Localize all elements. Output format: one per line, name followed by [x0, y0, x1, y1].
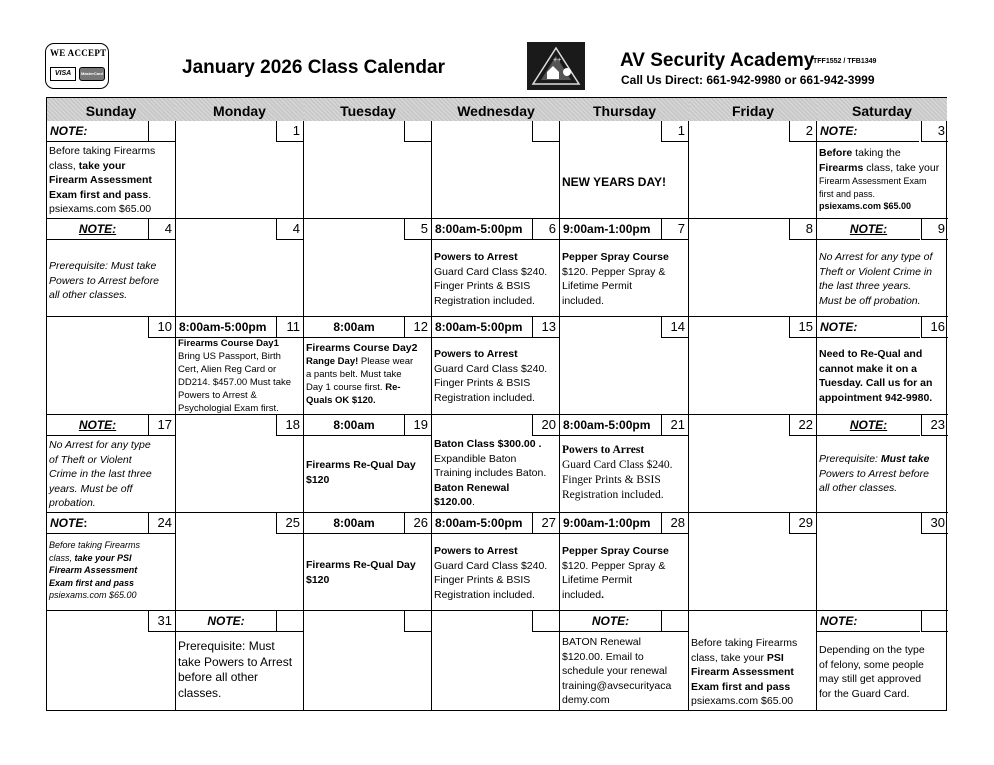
day-cell[interactable]: [560, 317, 689, 415]
class-description: Firearms Re-Qual Day $120: [306, 559, 416, 586]
class-time: 8:00am: [304, 317, 404, 338]
note-label: NOTE:: [817, 415, 920, 436]
day-cell[interactable]: [47, 219, 176, 317]
day-number: 3: [921, 121, 948, 142]
day-number: 31: [148, 611, 175, 632]
day-cell[interactable]: [817, 317, 948, 415]
mastercard-icon: MasterCard: [79, 67, 105, 81]
class-time: 8:00am-5:00pm: [176, 317, 276, 338]
license-numbers: TFF1552 / TFB1349: [813, 58, 877, 65]
we-accept-label: WE ACCEPT: [50, 48, 107, 58]
day-number: 14: [661, 317, 688, 338]
day-cell[interactable]: [560, 611, 689, 710]
day-number: 15: [789, 317, 816, 338]
email-link[interactable]: training@avsecurityaca: [562, 679, 672, 692]
note-text: Before taking Firearms class, take your PSI Firearm Assessment Exam first and pass psiexams.com $65.00: [691, 637, 798, 707]
day-number-box: [404, 611, 431, 632]
class-time: 8:00am: [304, 513, 404, 534]
class-description: Powers to Arrest Guard Card Class $240. Finger Prints & BSIS Registration included.: [434, 348, 548, 404]
day-cell[interactable]: [689, 121, 817, 219]
class-time: 9:00am-1:00pm: [560, 219, 661, 240]
day-number-box: [148, 121, 175, 142]
day-number: 4: [276, 219, 303, 240]
day-cell[interactable]: [304, 317, 432, 415]
day-header-thursday: Thursday: [560, 98, 689, 121]
day-number: 10: [148, 317, 175, 338]
day-cell[interactable]: [176, 513, 304, 611]
day-cell[interactable]: [304, 121, 432, 219]
day-cell[interactable]: [560, 219, 689, 317]
day-cell[interactable]: [432, 317, 560, 415]
day-header-sunday: Sunday: [47, 98, 175, 121]
day-cell[interactable]: [432, 611, 560, 710]
day-cell[interactable]: [47, 121, 176, 219]
note-text: Before taking Firearms class, take your Firearm Assessment Exam first and pass. psiexams.com $65.00: [49, 145, 156, 215]
class-description: Firearms Course Day1 Bring US Passport, Birth Cert, Alien Reg Card or DD214. $457.00 Must take Powers to Arrest & Psychologial Exam first.: [178, 338, 292, 414]
day-number: 5: [404, 219, 431, 240]
visa-card-icon: VISA: [50, 67, 76, 81]
day-number: 13: [532, 317, 559, 338]
note-label: NOTE:: [47, 219, 148, 240]
day-number: 6: [532, 219, 559, 240]
holiday-label: NEW YEARS DAY!: [562, 175, 667, 189]
day-cell[interactable]: [689, 317, 817, 415]
note-text: Before taking the Firearms class, take your Firearm Assessment Exam first and pass. psiexams.com $65.00: [819, 147, 940, 211]
day-number: 21: [661, 415, 688, 436]
day-number: 20: [532, 415, 559, 436]
day-cell[interactable]: [689, 219, 817, 317]
class-time: 8:00am-5:00pm: [432, 317, 532, 338]
day-number: 1: [276, 121, 303, 142]
day-header-tuesday: Tuesday: [304, 98, 432, 121]
day-header-wednesday: Wednesday: [432, 98, 560, 121]
day-cell[interactable]: [689, 415, 817, 513]
class-description: Baton Class $300.00 . Expandible Baton Training includes Baton. Baton Renewal $120.00.: [434, 438, 547, 508]
note-text: Before taking Firearms class, take your PSI Firearm Assessment Exam first and pass psiexams.com $65.00: [49, 540, 141, 600]
day-cell[interactable]: [47, 611, 176, 710]
class-description: Powers to Arrest Guard Card Class $240. Finger Prints & BSIS Registration included.: [434, 545, 548, 601]
day-cell[interactable]: [432, 415, 560, 513]
day-cell[interactable]: [817, 611, 948, 710]
day-number: 26: [404, 513, 431, 534]
note-text: BATON Renewal $120.00. Email to schedule your renewal training@avsecurityaca demy.com: [562, 635, 687, 708]
day-cell[interactable]: [817, 513, 948, 611]
day-cell[interactable]: [560, 121, 689, 219]
class-description: Powers to Arrest Guard Card Class $240. Finger Prints & BSIS Registration included.: [434, 251, 548, 307]
day-number: 2: [789, 121, 816, 142]
note-text: No Arrest for any type of Theft or Violent Crime in the last three years. Must be off probation.: [819, 251, 933, 307]
day-number: 24: [148, 513, 175, 534]
class-description: Firearms Re-Qual Day $120: [306, 459, 416, 486]
day-header-friday: Friday: [689, 98, 817, 121]
note-label: NOTE:: [47, 513, 148, 534]
class-time: 8:00am-5:00pm: [432, 219, 532, 240]
day-cell[interactable]: [176, 219, 304, 317]
day-number: 30: [921, 513, 948, 534]
day-number-box: [276, 611, 303, 632]
note-label: NOTE:: [47, 415, 148, 436]
day-number: 27: [532, 513, 559, 534]
day-cell[interactable]: [47, 317, 176, 415]
day-number-box: [661, 611, 688, 632]
day-number: 11: [276, 317, 303, 338]
academy-name: AV Security Academy: [620, 50, 815, 71]
day-number: 1: [661, 121, 688, 142]
day-number: 28: [661, 513, 688, 534]
day-cell[interactable]: [47, 513, 176, 611]
note-label: NOTE:: [817, 317, 920, 338]
note-text: Prerequisite: Must take Powers to Arrest before all other classes.: [49, 260, 159, 301]
day-cell[interactable]: [689, 513, 817, 611]
day-cell[interactable]: [47, 415, 176, 513]
note-label: NOTE:: [47, 121, 148, 142]
day-cell[interactable]: [817, 415, 948, 513]
day-cell[interactable]: [176, 415, 304, 513]
day-number-box: [921, 611, 948, 632]
day-header-saturday: Saturday: [817, 98, 947, 121]
calendar-title: January 2026 Class Calendar: [182, 57, 445, 78]
day-cell[interactable]: [176, 121, 304, 219]
day-number: 17: [148, 415, 175, 436]
day-number: 29: [789, 513, 816, 534]
class-description: Pepper Spray Course $120. Pepper Spray & Lifetime Permit included.: [562, 545, 669, 601]
day-number: 18: [276, 415, 303, 436]
academy-logo-icon: [527, 42, 585, 90]
note-label: NOTE:: [817, 611, 920, 632]
note-label: NOTE:: [817, 121, 919, 142]
class-time: 8:00am-5:00pm: [560, 415, 661, 436]
day-cell[interactable]: [304, 513, 432, 611]
day-cell[interactable]: [560, 415, 689, 513]
day-cell[interactable]: [432, 219, 560, 317]
note-text: Need to Re-Qual and cannot make it on a Tuesday. Call us for an appointment 942-9980.: [819, 348, 933, 404]
day-number-box: [532, 611, 559, 632]
day-header-monday: Monday: [175, 98, 304, 121]
note-label: NOTE:: [817, 219, 920, 240]
day-cell[interactable]: [432, 121, 560, 219]
note-text: Prerequisite: Must take Powers to Arrest before all other classes.: [178, 639, 293, 700]
day-cell[interactable]: [817, 219, 948, 317]
day-cell[interactable]: [176, 317, 304, 415]
day-number: 25: [276, 513, 303, 534]
day-number-box: [404, 121, 431, 142]
svg-text:++: ++: [553, 57, 562, 64]
day-cell[interactable]: [560, 513, 689, 611]
day-cell[interactable]: [304, 415, 432, 513]
day-cell[interactable]: [304, 219, 432, 317]
day-cell[interactable]: [176, 611, 304, 710]
note-label: NOTE:: [560, 611, 661, 632]
class-description: Firearms Course Day2 Range Day! Please wear a pants belt. Must take Day 1 course first. Re- Quals OK $120.: [306, 342, 418, 406]
we-accept-badge: [45, 43, 109, 89]
day-number: 19: [404, 415, 431, 436]
day-number: 23: [921, 415, 948, 436]
note-text: Depending on the type of felony, some people may still get approved for the Guard Card.: [819, 644, 925, 700]
day-cell[interactable]: [689, 611, 817, 710]
day-number: 7: [661, 219, 688, 240]
note-label: NOTE:: [176, 611, 276, 632]
day-cell[interactable]: [817, 121, 948, 219]
class-description: Pepper Spray Course $120. Pepper Spray & Lifetime Permit included.: [562, 251, 669, 307]
day-number: 4: [148, 219, 175, 240]
class-time: 9:00am-1:00pm: [560, 513, 661, 534]
day-number: 12: [404, 317, 431, 338]
class-time: 8:00am-5:00pm: [432, 513, 532, 534]
day-cell[interactable]: [432, 513, 560, 611]
day-number-box: [532, 121, 559, 142]
class-time: 8:00am: [304, 415, 404, 436]
contact-phone: Call Us Direct: 661-942-9980 or 661-942-3999: [621, 73, 875, 87]
note-text: No Arrest for any type of Theft or Violent Crime in the last three years. Must be off probation.: [49, 439, 152, 509]
class-description: Powers to Arrest Guard Card Class $240. Finger Prints & BSIS Registration included.: [562, 444, 673, 501]
day-number: 22: [789, 415, 816, 436]
note-text: Prerequisite: Must take Powers to Arrest before all other classes.: [819, 453, 930, 494]
day-number: 8: [789, 219, 816, 240]
calendar-grid: [46, 97, 947, 711]
day-number: 9: [921, 219, 948, 240]
day-number: 16: [921, 317, 948, 338]
day-cell[interactable]: [304, 611, 432, 710]
